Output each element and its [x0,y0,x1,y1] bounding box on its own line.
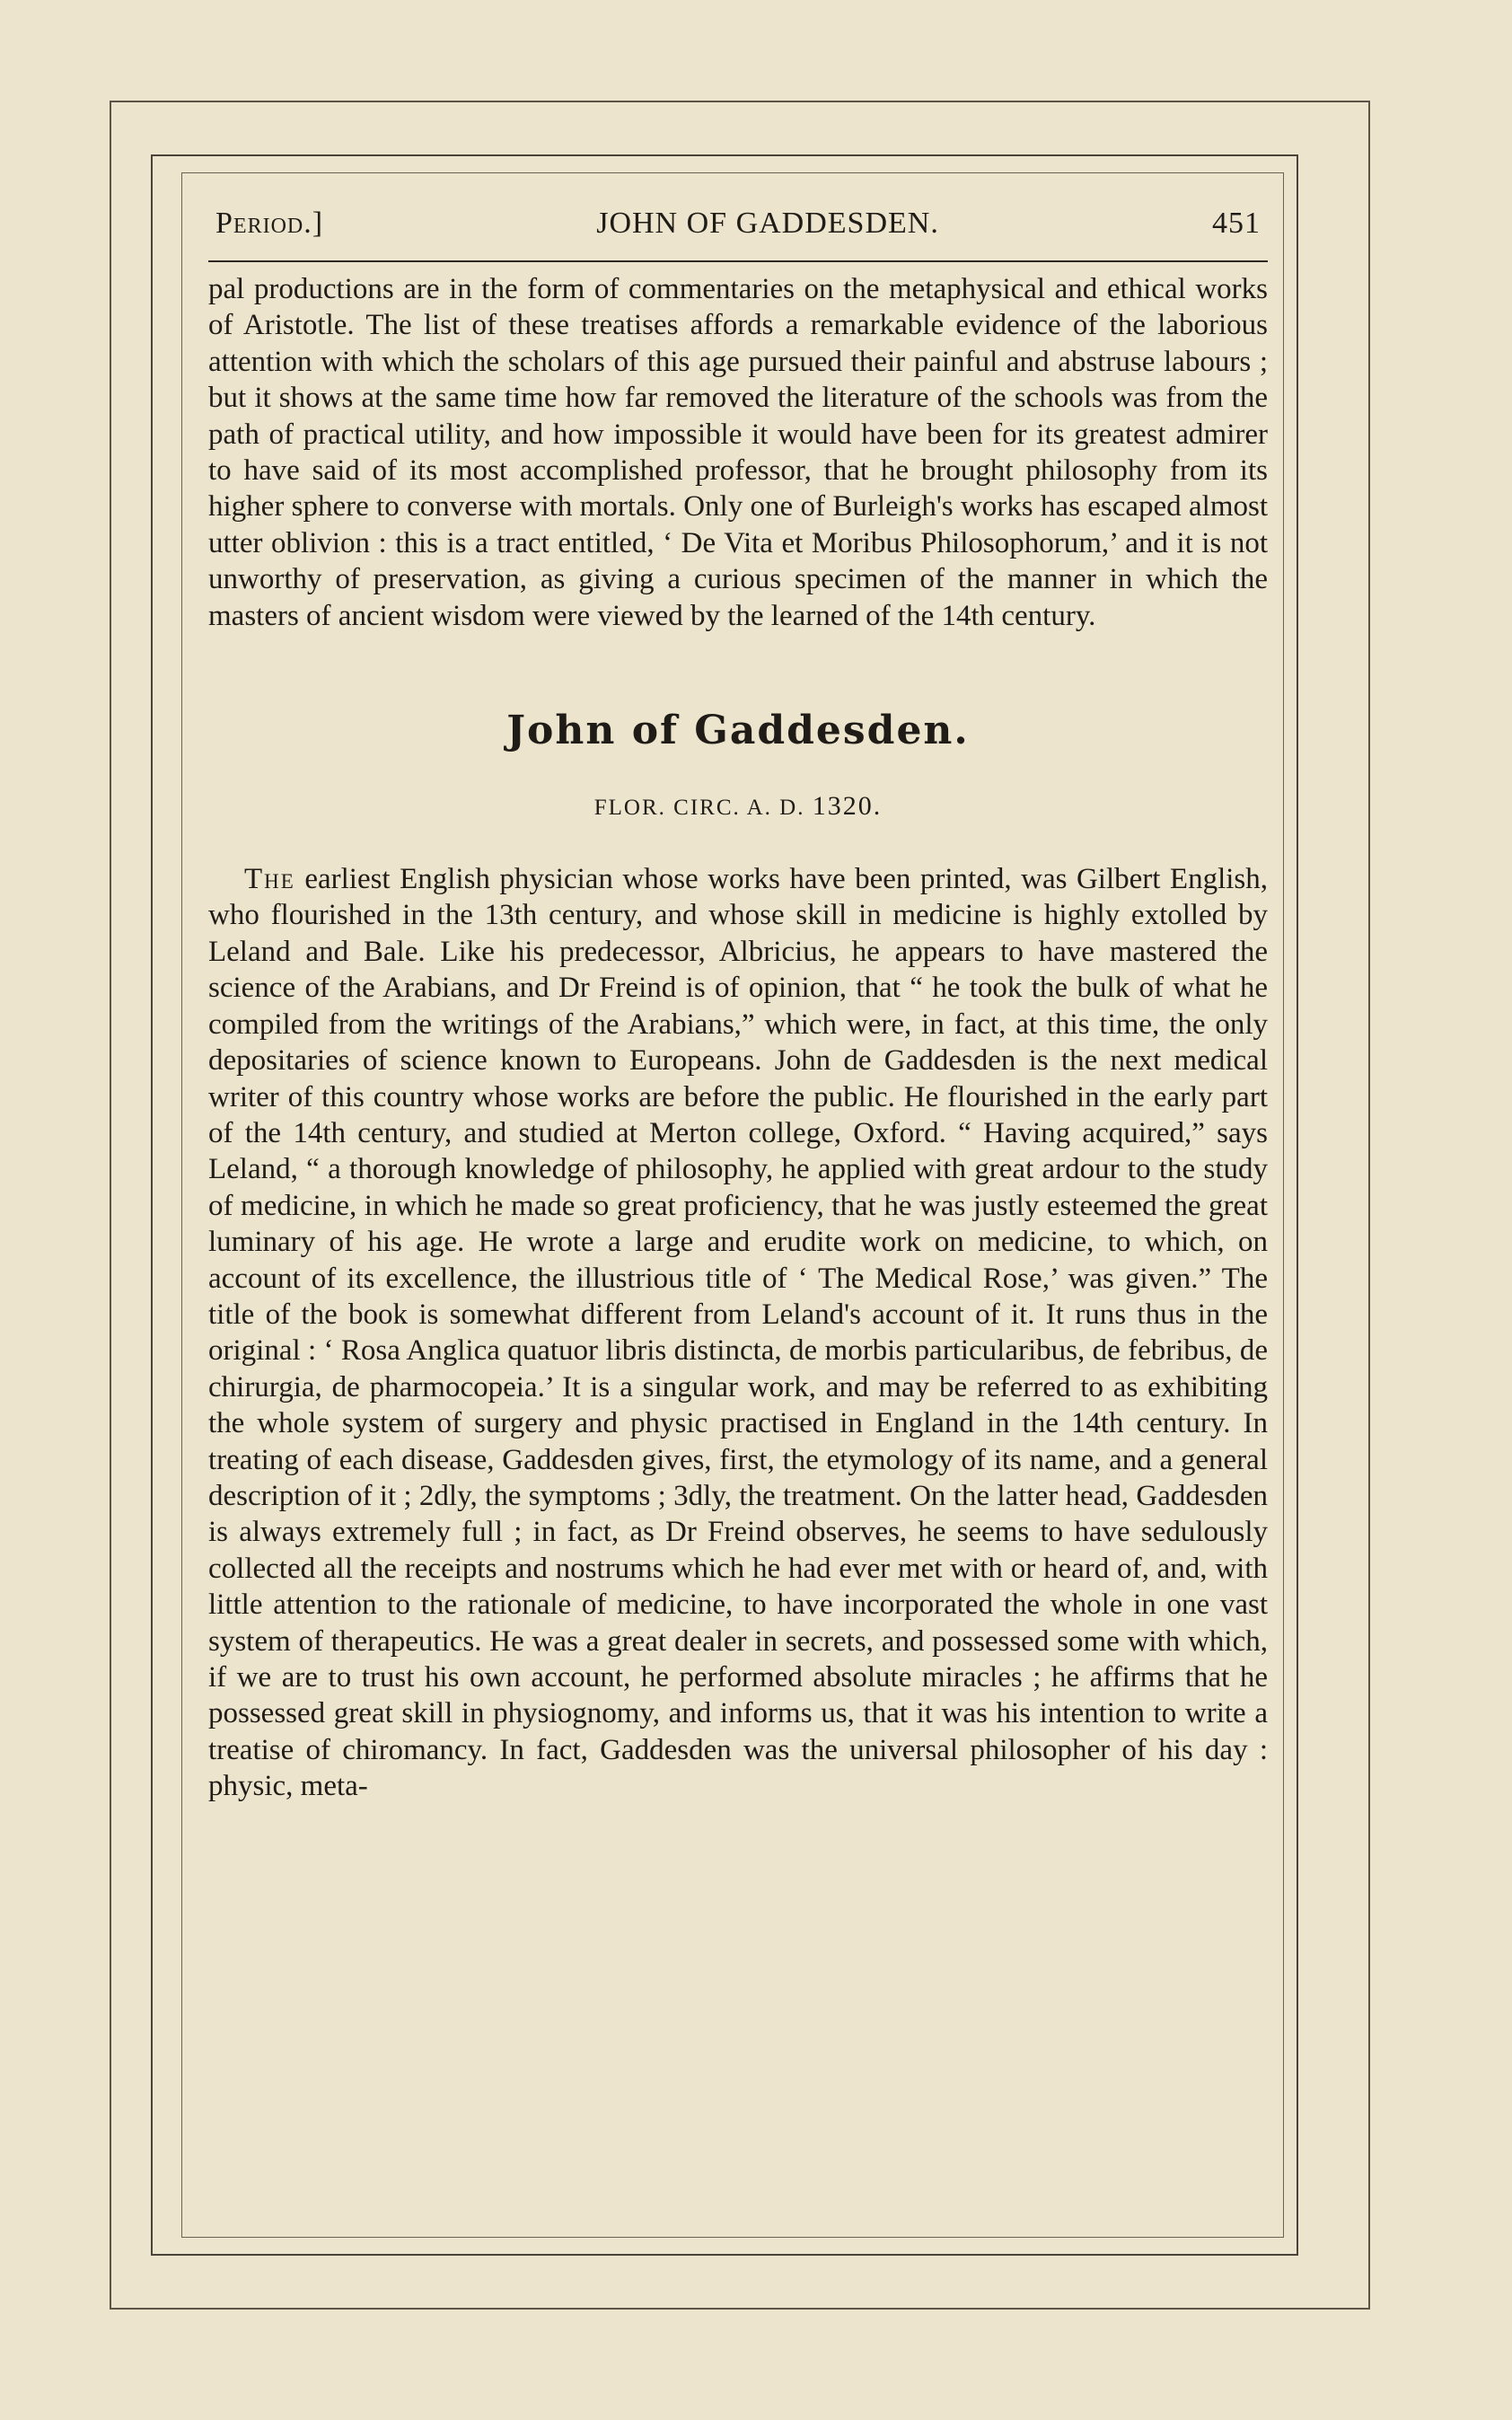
first-word: The [244,863,295,896]
page-content [208,207,1268,1805]
section-body-paragraph [208,861,1268,1805]
running-head-period: Period.] [215,207,324,240]
flor-date-line [208,791,1268,822]
flor-year: 1320. [812,791,883,822]
running-head [208,207,1268,257]
flor-label: FLOR. CIRC. A. D. [593,796,805,821]
section-title: John of Gaddesden. [506,708,970,754]
running-head-title: JOHN OF GADDESDEN. [596,207,939,240]
header-rule [208,260,1268,262]
continued-paragraph: pal productions are in the form of commentaries on the metaphysical and ethical works of Aristotle. The list of these treatises affords a remarkable evidence of the laborious attention with which the scholars of this age pursued their painful and abstruse labours ; but it shows at the same time how far removed the literature of the schools was from the path of practical utility, and how impossible it would have been for its greatest admirer to have said of its most accomplished professor, that he brought philosophy from its higher sphere to converse with mortals. Only one of Burleigh's works has escaped almost utter oblivion : this is a tract entitled, ‘ De Vita et Moribus Philosophorum,’ and it is not unworthy of preservation, as giving a curious specimen of the manner in which the masters of ancient wisdom were viewed by the learned of the 14th century. [208,273,1268,632]
page-number: 451 [1212,207,1261,240]
body-text: earliest English physician whose works have been printed, was Gilbert English, who flourished in the 13th century, and whose skill in medicine is highly extolled by Leland and Bale. Like his predecessor, Albricius, he appears to have mastered the science of the Arabians, and Dr Freind is of opinion, that “ he took the bulk of what he compiled from the writings of the Arabians,” which were, in fact, at this time, the only depositaries of science known to Europeans. John de Gaddesden is the next medical writer of this country whose works are before the public. He flourished in the early part of the 14th century, and studied at Merton college, Oxford. “ Having acquired,” says Leland, “ a thorough knowledge of philosophy, he applied with great ardour to the study of medicine, in which he made so great proficiency, that he was justly esteemed the great luminary of his age. He wrote a large and erudite work on medicine, to which, on account of its excellence, the illustrious title of ‘ The Medical Rose,’ was given.” The title of the book is somewhat different from Leland's account of it. It runs thus in the original : ‘ Rosa Anglica quatuor libris distincta, de morbis particularibus, de febribus, de chirurgia, de pharmocopeia.’ It is a singular work, and may be referred to as exhibiting the whole system of surgery and physic practised in England in the 14th century. In treating of each disease, Gaddesden gives, first, the etymology of its name, and a general description of it ; 2dly, the symptoms ; 3dly, the treatment. On the latter head, Gaddesden is always extremely full ; in fact, as Dr Freind observes, he seems to have sedulously collected all the receipts and nostrums which he had ever met with or heard of, and, with little attention to the rationale of medicine, to have incorporated the whole in one vast system of therapeutics. He was a great dealer in secrets, and possessed some with which, if we are to trust his own account, he performed absolute miracles ; he affirms that he possessed great skill in physiognomy, and informs us, that it was his intention to write a treatise of chiromancy. In fact, Gaddesden was the universal philosopher of his day : physic, meta- [208,863,1268,1803]
